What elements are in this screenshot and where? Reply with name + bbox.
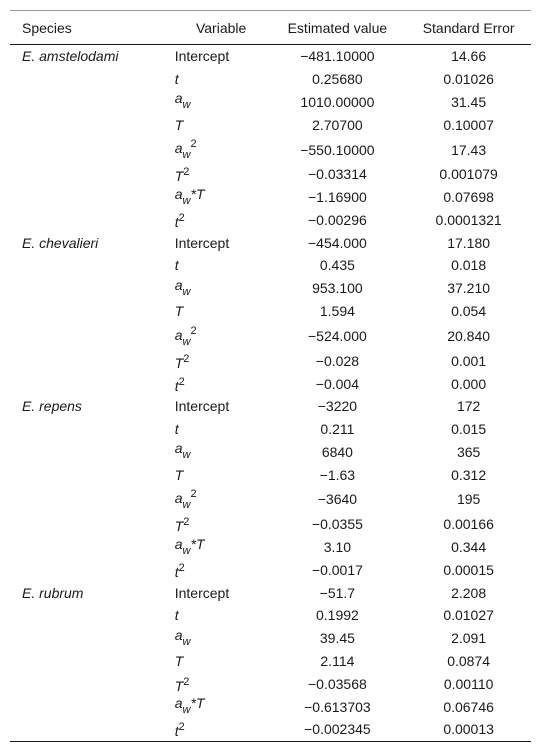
estimated-value-cell: 6840 <box>321 443 353 460</box>
standard-error-cell: 0.312 <box>451 466 487 483</box>
estimated-value-cell: −0.03568 <box>308 675 367 692</box>
variable-cell <box>174 254 269 277</box>
species-cell <box>10 440 174 463</box>
species-cell <box>10 650 174 673</box>
variable-cell <box>174 113 269 136</box>
species-cell: E. repens <box>22 398 82 415</box>
variable-cell <box>174 718 269 741</box>
variable-cell <box>174 186 269 209</box>
header-species: Species <box>10 11 174 45</box>
estimated-value-cell: 0.1992 <box>315 607 359 624</box>
standard-error-cell: 2.208 <box>451 584 487 601</box>
table-row <box>10 695 531 718</box>
table-row <box>10 350 531 373</box>
variable-symbol: $T^2$ <box>174 166 190 185</box>
species-cell <box>10 350 174 373</box>
estimated-value-cell: 1010.00000 <box>300 93 375 110</box>
species-cell <box>10 113 174 136</box>
estimated-value-cell: 0.435 <box>319 257 355 274</box>
standard-error-cell: 172 <box>456 398 481 415</box>
species-cell <box>10 604 174 627</box>
variable-cell: Intercept <box>174 584 230 601</box>
standard-error-cell: 17.43 <box>451 141 487 158</box>
estimated-value-cell: −454.000 <box>308 234 367 251</box>
species-cell <box>10 513 174 536</box>
estimated-value-cell: 39.45 <box>319 630 355 647</box>
variable-cell <box>174 209 269 232</box>
estimated-value-cell: 3.10 <box>323 539 352 556</box>
estimated-value-cell: −3220 <box>317 398 358 415</box>
standard-error-cell: 0.01026 <box>443 71 494 88</box>
estimated-value-cell: −0.03314 <box>308 166 367 183</box>
variable-symbol: T <box>174 466 184 483</box>
species-cell <box>10 463 174 486</box>
variable-cell <box>174 163 269 186</box>
table-body <box>10 45 531 742</box>
standard-error-cell: 0.10007 <box>443 116 494 133</box>
estimated-value-cell: −3640 <box>317 491 358 508</box>
variable-cell <box>174 650 269 673</box>
variable-cell <box>174 323 269 350</box>
species-cell: E. amstelodami <box>22 48 119 65</box>
variable-cell <box>174 463 269 486</box>
variable-cell <box>174 695 269 718</box>
variable-symbol: t <box>174 257 179 274</box>
species-cell <box>10 90 174 113</box>
estimated-value-cell: −550.10000 <box>300 141 375 158</box>
variable-symbol: $a_w$ <box>174 440 191 462</box>
standard-error-cell: 0.001 <box>451 352 487 369</box>
variable-symbol: t <box>174 71 179 88</box>
estimated-value-cell: −0.00296 <box>308 212 367 229</box>
species-cell <box>10 536 174 559</box>
variable-symbol: T <box>174 116 184 133</box>
species-cell: E. chevalieri <box>22 234 99 251</box>
standard-error-cell: 0.0001321 <box>435 212 502 229</box>
estimated-value-cell: 0.211 <box>320 420 355 437</box>
estimated-value-cell: −481.10000 <box>300 48 375 65</box>
standard-error-cell: 0.07698 <box>443 189 494 206</box>
variable-cell <box>174 513 269 536</box>
variable-symbol: T <box>174 303 184 320</box>
variable-symbol: $t^2$ <box>174 375 185 394</box>
species-cell <box>10 186 174 209</box>
species-cell <box>10 559 174 582</box>
table-row <box>10 463 531 486</box>
standard-error-cell: 37.210 <box>447 280 491 297</box>
header-standard-error: Standard Error <box>406 11 531 45</box>
estimated-value-cell: −0.002345 <box>269 718 407 741</box>
species-cell <box>10 136 174 163</box>
header-row <box>10 11 531 45</box>
species-cell <box>10 695 174 718</box>
table-row <box>10 536 531 559</box>
variable-symbol: $a_w$ <box>174 276 191 298</box>
species-cell: E. rubrum <box>22 584 84 601</box>
standard-error-cell: 0.00015 <box>443 561 494 578</box>
estimated-value-cell: −1.63 <box>319 466 356 483</box>
variable-symbol: $a_w$ <box>174 90 191 112</box>
estimated-value-cell: −0.613703 <box>304 698 371 715</box>
standard-error-cell: 0.000 <box>451 375 487 392</box>
table-row <box>10 186 531 209</box>
table-row <box>10 231 531 254</box>
variable-cell <box>174 672 269 695</box>
estimated-value-cell: 2.70700 <box>312 116 363 133</box>
variable-symbol: $a_w*T$ <box>174 535 205 557</box>
table-row <box>10 254 531 277</box>
estimated-value-cell: −0.004 <box>315 375 359 392</box>
table-row <box>10 90 531 113</box>
standard-error-cell: 17.180 <box>447 234 491 251</box>
variable-cell <box>174 372 269 395</box>
species-cell <box>10 209 174 232</box>
table-row <box>10 113 531 136</box>
table-row <box>10 513 531 536</box>
species-cell <box>10 300 174 323</box>
variable-cell <box>174 277 269 300</box>
variable-symbol: $a_w*T$ <box>174 695 205 717</box>
table-row <box>10 372 531 395</box>
standard-error-cell: 31.45 <box>451 93 487 110</box>
variable-symbol: t <box>174 607 179 624</box>
variable-symbol: $t^2$ <box>174 212 185 231</box>
species-cell <box>10 486 174 513</box>
standard-error-cell: 0.018 <box>451 257 487 274</box>
species-cell <box>10 627 174 650</box>
variable-symbol: $a_w^2$ <box>174 487 197 511</box>
species-cell <box>10 372 174 395</box>
table-row <box>10 418 531 441</box>
estimated-value-cell: 1.594 <box>319 303 355 320</box>
variable-symbol: t <box>174 420 179 437</box>
header-variable: Variable <box>174 11 269 45</box>
variable-cell: Intercept <box>174 234 230 251</box>
standard-error-cell: 0.001079 <box>439 166 498 183</box>
variable-cell: Intercept <box>174 398 230 415</box>
variable-cell <box>174 440 269 463</box>
estimated-value-cell: −524.000 <box>308 328 367 344</box>
variable-symbol: $t^2$ <box>174 561 185 580</box>
standard-error-cell: 0.00166 <box>443 516 494 533</box>
variable-cell <box>174 627 269 650</box>
variable-cell <box>174 68 269 91</box>
results-table <box>10 10 531 742</box>
estimated-value-cell: −0.0017 <box>311 561 363 578</box>
estimated-value-cell: −0.0355 <box>311 516 363 533</box>
species-cell <box>10 718 174 741</box>
estimated-value-cell: −0.028 <box>315 352 359 369</box>
table-row <box>10 45 531 68</box>
table-row <box>10 163 531 186</box>
standard-error-cell: 0.344 <box>451 539 487 556</box>
variable-symbol: $t^2$ <box>174 721 185 740</box>
variable-symbol: $a_w^2$ <box>174 324 197 348</box>
standard-error-cell: 2.091 <box>451 630 487 647</box>
variable-symbol: $T^2$ <box>174 352 190 371</box>
estimated-value-cell: 953.100 <box>312 280 363 297</box>
table-row <box>10 395 531 418</box>
table-row <box>10 650 531 673</box>
standard-error-cell: 0.00013 <box>406 718 531 741</box>
variable-symbol: $a_w^2$ <box>174 138 197 162</box>
variable-cell <box>174 604 269 627</box>
variable-cell <box>174 559 269 582</box>
variable-cell <box>174 486 269 513</box>
species-cell <box>10 672 174 695</box>
standard-error-cell: 0.01027 <box>443 607 494 624</box>
table-row <box>10 323 531 350</box>
standard-error-cell: 0.00110 <box>443 675 494 692</box>
table-row <box>10 581 531 604</box>
estimated-value-cell: −1.16900 <box>308 189 367 206</box>
estimated-value-cell: −51.7 <box>319 584 356 601</box>
variable-symbol: $T^2$ <box>174 516 190 535</box>
table-row <box>10 718 531 741</box>
standard-error-cell: 0.0874 <box>447 653 491 670</box>
table-row <box>10 136 531 163</box>
variable-symbol: $a_w*T$ <box>174 185 205 207</box>
species-cell <box>10 418 174 441</box>
standard-error-cell: 195 <box>456 491 481 508</box>
estimated-value-cell: 2.114 <box>320 653 355 670</box>
table-row <box>10 277 531 300</box>
header-estimated-value: Estimated value <box>269 11 407 45</box>
species-cell <box>10 254 174 277</box>
standard-error-cell: 0.015 <box>451 420 487 437</box>
table-row <box>10 440 531 463</box>
table-row <box>10 486 531 513</box>
species-cell <box>10 68 174 91</box>
variable-symbol: $a_w$ <box>174 626 191 648</box>
table-row <box>10 209 531 232</box>
table-row <box>10 559 531 582</box>
variable-cell <box>174 136 269 163</box>
table-row <box>10 68 531 91</box>
variable-cell: Intercept <box>174 48 230 65</box>
estimated-value-cell: 0.25680 <box>312 71 363 88</box>
variable-symbol: $T^2$ <box>174 675 190 694</box>
species-cell <box>10 323 174 350</box>
variable-cell <box>174 350 269 373</box>
table-row <box>10 627 531 650</box>
standard-error-cell: 0.06746 <box>443 698 494 715</box>
variable-cell <box>174 418 269 441</box>
table-row <box>10 672 531 695</box>
variable-cell <box>174 300 269 323</box>
standard-error-cell: 365 <box>456 443 481 460</box>
variable-symbol: T <box>174 653 184 670</box>
standard-error-cell: 14.66 <box>451 48 487 65</box>
table-row <box>10 300 531 323</box>
standard-error-cell: 0.054 <box>451 303 487 320</box>
variable-cell <box>174 90 269 113</box>
species-cell <box>10 277 174 300</box>
variable-cell <box>174 536 269 559</box>
species-cell <box>10 163 174 186</box>
standard-error-cell: 20.840 <box>447 328 491 344</box>
table-row <box>10 604 531 627</box>
